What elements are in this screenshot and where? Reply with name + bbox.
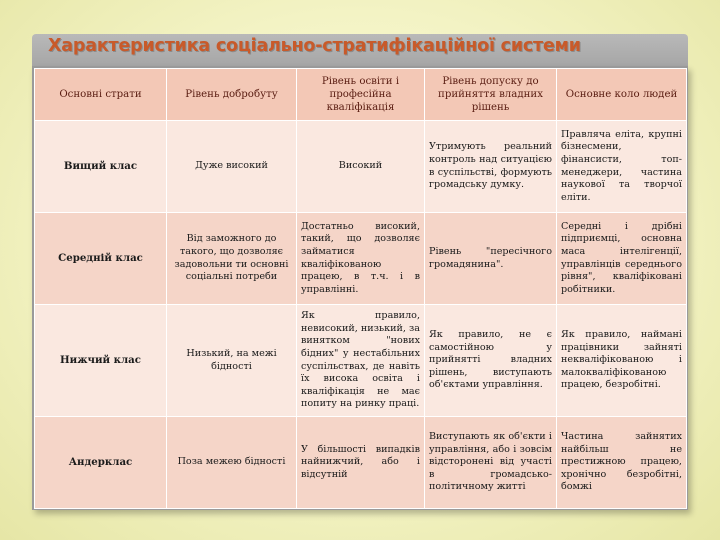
cell-strata: Вищий клас xyxy=(35,121,167,213)
cell-education: Високий xyxy=(297,121,425,213)
table-row xyxy=(35,213,687,305)
cell-wealth: Дуже високий xyxy=(167,121,297,213)
cell-strata: Нижчий клас xyxy=(35,305,167,417)
table-row xyxy=(35,121,687,213)
cell-power: Утримують реальний контроль над ситуацією в суспільстві, формують громадську думку. xyxy=(425,121,557,213)
cell-wealth: Низький, на межі бідності xyxy=(167,305,297,417)
cell-wealth: Поза межею бідності xyxy=(167,417,297,509)
cell-power: Рівень "пересічного громадянина". xyxy=(425,213,557,305)
header-people: Основне коло людей xyxy=(557,69,687,121)
cell-people: Правляча еліта, крупні бізнесмени, фінансисти, топ-менеджери, частина наукової та творчої еліти. xyxy=(557,121,687,213)
cell-education: У більшості випадків найнижчий, або і відсутній xyxy=(297,417,425,509)
table-header-row xyxy=(35,69,687,121)
cell-strata: Середній клас xyxy=(35,213,167,305)
cell-power: Виступають як об'єкти і управління, або і зовсім відсторонені від участі в громадсько-політичному житті xyxy=(425,417,557,509)
cell-education: Як правило, невисокий, низький, за винятком "нових бідних" у нестабільних суспільствах, де навіть їх висока освіта і кваліфікація не має попиту на ринку праці. xyxy=(297,305,425,417)
header-strata: Основні страти xyxy=(35,69,167,121)
cell-power: Як правило, не є самостійною у прийнятті владних рішень, виступають об'єктами управління. xyxy=(425,305,557,417)
cell-people: Середні і дрібні підприємці, основна маса інтелігенції, управлінців середнього рівня", кваліфіковані робітники. xyxy=(557,213,687,305)
cell-education: Достатньо високий, такий, що дозволяє займатися кваліфікованою працею, в т.ч. і в управлінні. xyxy=(297,213,425,305)
table-row xyxy=(35,305,687,417)
stratification-table xyxy=(34,68,687,509)
header-power: Рівень допуску до прийняття владних рішень xyxy=(425,69,557,121)
table-row xyxy=(35,417,687,509)
cell-people: Як правило, наймані працівники зайняті некваліфікованою і малокваліфікованою працею, безробітні. xyxy=(557,305,687,417)
cell-people: Частина зайнятих найбільш не престижною працею, хронічно безробітні, бомжі xyxy=(557,417,687,509)
header-wealth: Рівень добробуту xyxy=(167,69,297,121)
cell-strata: Андерклас xyxy=(35,417,167,509)
header-education: Рівень освіти і професійна кваліфікація xyxy=(297,69,425,121)
cell-wealth: Від заможного до такого, що дозволяє задовольни ти основні соціальні потреби xyxy=(167,213,297,305)
slide-title: Характеристика соціально-стратифікаційної системи xyxy=(48,36,581,56)
